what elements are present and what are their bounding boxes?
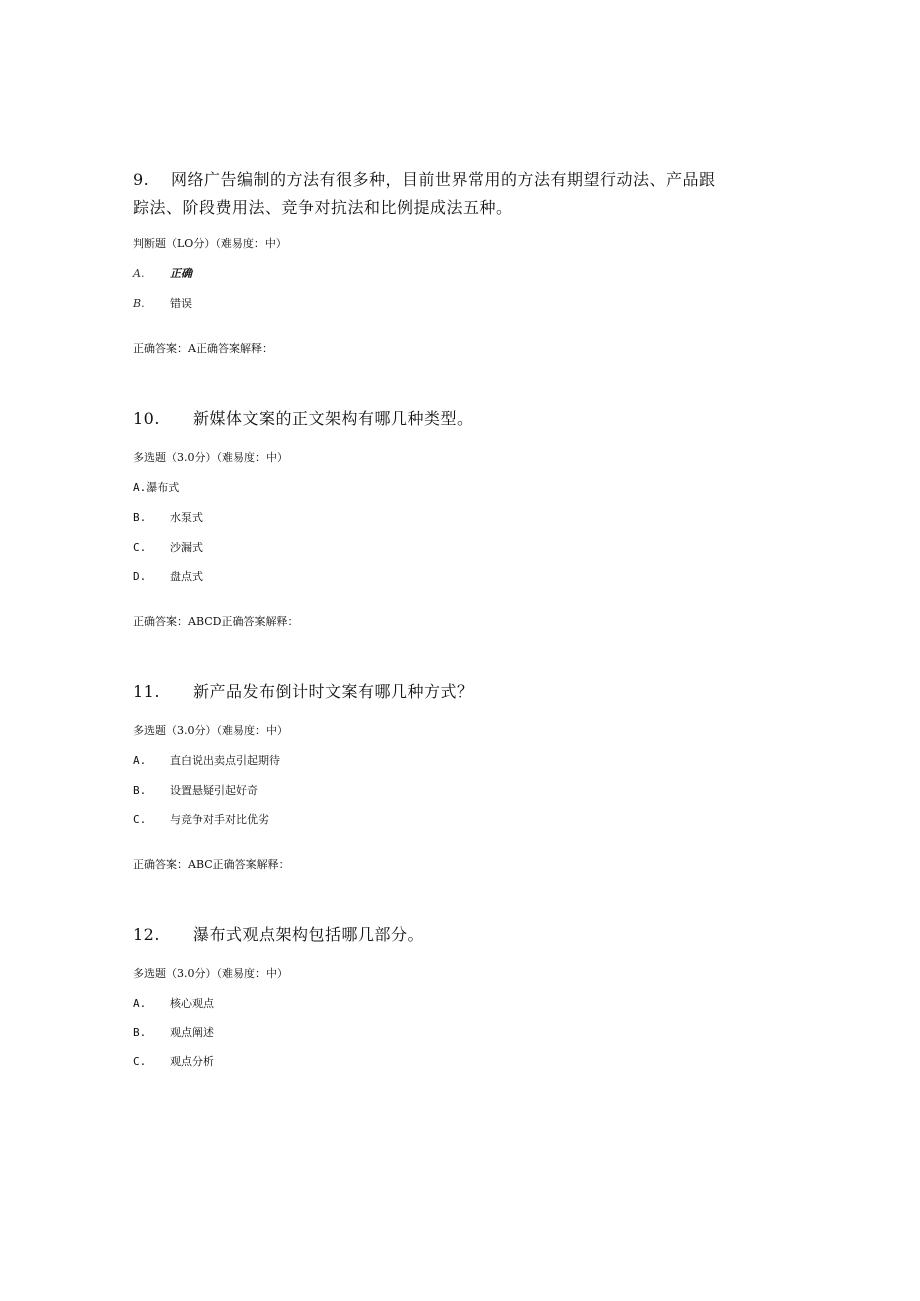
question-text: 瀑布式观点架构包括哪几部分。 — [193, 925, 425, 944]
option-text: 核心观点 — [170, 997, 214, 1010]
question-text: 新媒体文案的正文架构有哪几种类型。 — [193, 409, 474, 428]
correct-answer: 正确答案：ABCD正确答案解释： — [133, 615, 299, 628]
option-c[interactable] — [133, 541, 203, 555]
question-text: 网络广告编制的方法有很多种，目前世界常用的方法有期望行动法、产品跟 — [171, 170, 716, 189]
question-number: 11. — [133, 682, 160, 701]
option-text: 瀑布式 — [146, 481, 180, 494]
option-text: 观点阐述 — [170, 1026, 214, 1039]
option-d[interactable] — [133, 570, 203, 584]
option-text: 观点分析 — [170, 1055, 214, 1068]
option-b[interactable] — [133, 297, 192, 311]
question-11-title — [133, 677, 474, 706]
option-text: 正确 — [170, 267, 192, 280]
option-letter: B. — [133, 511, 147, 524]
option-text: 与竞争对手对比优劣 — [170, 813, 269, 826]
option-letter: A. — [133, 481, 147, 494]
option-text: 设置悬疑引起好奇 — [170, 784, 258, 797]
option-text: 直白说出卖点引起期待 — [170, 754, 280, 767]
option-a[interactable] — [133, 267, 192, 281]
option-text: 沙漏式 — [170, 541, 203, 554]
option-a[interactable] — [133, 997, 214, 1011]
option-letter: C. — [133, 1055, 147, 1068]
question-number: 10. — [133, 409, 160, 428]
question-meta: 判断题（LO分）（难易度：中） — [133, 237, 287, 250]
question-meta: 多选题（3.0分）（难易度：中） — [133, 967, 288, 980]
correct-answer: 正确答案：ABC正确答案解释： — [133, 858, 290, 871]
option-text: 盘点式 — [170, 570, 203, 583]
question-number: 9. — [133, 170, 150, 189]
option-letter: C. — [133, 813, 147, 826]
option-c[interactable] — [133, 1055, 214, 1069]
option-letter: A. — [133, 997, 147, 1010]
correct-answer: 正确答案：A正确答案解释： — [133, 342, 273, 355]
option-a[interactable] — [133, 481, 179, 495]
option-text: 水泵式 — [170, 511, 203, 524]
question-text: 新产品发布倒计时文案有哪几种方式？ — [193, 682, 474, 701]
option-c[interactable] — [133, 813, 269, 827]
question-10-title — [133, 404, 474, 433]
option-a[interactable] — [133, 754, 280, 768]
question-9-title-continued — [133, 193, 513, 222]
option-letter: C. — [133, 541, 147, 554]
option-letter: B. — [133, 784, 147, 797]
question-9-title — [133, 165, 716, 194]
option-b[interactable] — [133, 784, 258, 798]
question-meta: 多选题（3.0分）（难易度：中） — [133, 724, 288, 737]
option-letter: D. — [133, 570, 147, 583]
question-12-title — [133, 920, 424, 949]
option-letter: A. — [133, 267, 145, 280]
option-letter: B. — [133, 1026, 147, 1039]
option-letter: B. — [133, 297, 145, 310]
question-number: 12. — [133, 925, 160, 944]
question-meta: 多选题（3.0分）（难易度：中） — [133, 451, 288, 464]
option-text: 错误 — [170, 297, 192, 310]
option-letter: A. — [133, 754, 147, 767]
option-b[interactable] — [133, 511, 203, 525]
question-text: 踪法、阶段费用法、竞争对抗法和比例提成法五种。 — [133, 198, 513, 217]
option-b[interactable] — [133, 1026, 214, 1040]
